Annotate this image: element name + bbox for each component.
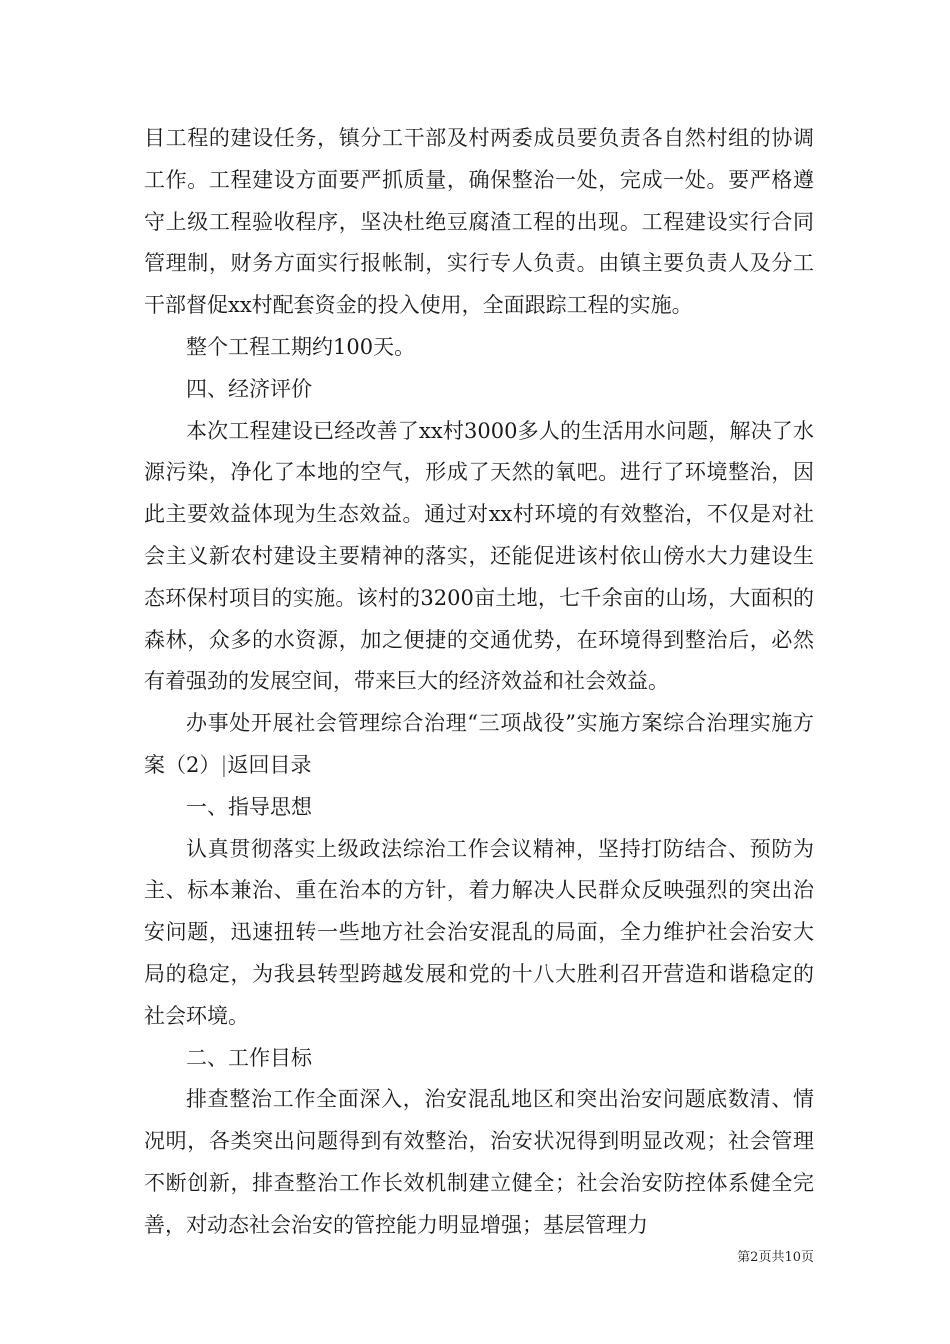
document-body	[144, 118, 814, 1247]
paragraph-3: 本次工程建设已经改善了xx村3000多人的生活用水问题，解决了水源污染，净化了本地的空气，形成了天然的氧吧。进行了环境整治，因此主要效益体现为生态效益。通过对xx村环境的有效整治，不仅是对社会主义新农村建设主要精神的落实，还能促进该村依山傍水大力建设生态环保村项目的实施。该村的3200亩土地，七千余亩的山场，大面积的森林，众多的水资源，加之便捷的交通优势，在环境得到整治后，必然有着强劲的发展空间，带来巨大的经济效益和社会效益。	[144, 418, 814, 694]
section-title: 办事处开展社会管理综合治理“三项战役”实施方案综合治理实施方案（2）	[144, 711, 814, 777]
back-to-toc-link[interactable]: 返回目录	[227, 752, 312, 777]
page-number: 第2页共10页	[737, 1250, 814, 1265]
paragraph-4: 认真贯彻落实上级政法综治工作会议精神，坚持打防结合、预防为主、标本兼治、重在治本的方针，着力解决人民群众反映强烈的突出治安问题，迅速扭转一些地方社会治安混乱的局面，全力维护社会治安大局的稳定，为我县转型跨越发展和党的十八大胜利召开营造和谐稳定的社会环境。	[144, 836, 814, 1028]
paragraph-5: 排查整治工作全面深入，治安混乱地区和突出治安问题底数清、情况明，各类突出问题得到有效整治，治安状况得到明显改观；社会管理不断创新，排查整治工作长效机制建立健全；社会治安防控体系健全完善，对动态社会治安的管控能力明显增强；基层管理力	[144, 1087, 814, 1237]
paragraph-1: 目工程的建设任务，镇分工干部及村两委成员要负责各自然村组的协调工作。工程建设方面要严抓质量，确保整治一处，完成一处。要严格遵守上级工程验收程序，坚决杜绝豆腐渣工程的出现。工程建设实行合同管理制，财务方面实行报帐制，实行专人负责。由镇主要负责人及分工干部督促xx村配套资金的投入使用，全面跟踪工程的实施。	[144, 126, 814, 318]
section-heading-2: 二、工作目标	[186, 1045, 312, 1070]
section-heading-4: 四、经济评价	[186, 376, 312, 401]
paragraph-title-with-link	[144, 703, 814, 787]
section-heading-1: 一、指导思想	[186, 794, 312, 819]
link-separator: |	[220, 752, 228, 777]
paragraph-2: 整个工程工期约100天。	[186, 334, 416, 359]
